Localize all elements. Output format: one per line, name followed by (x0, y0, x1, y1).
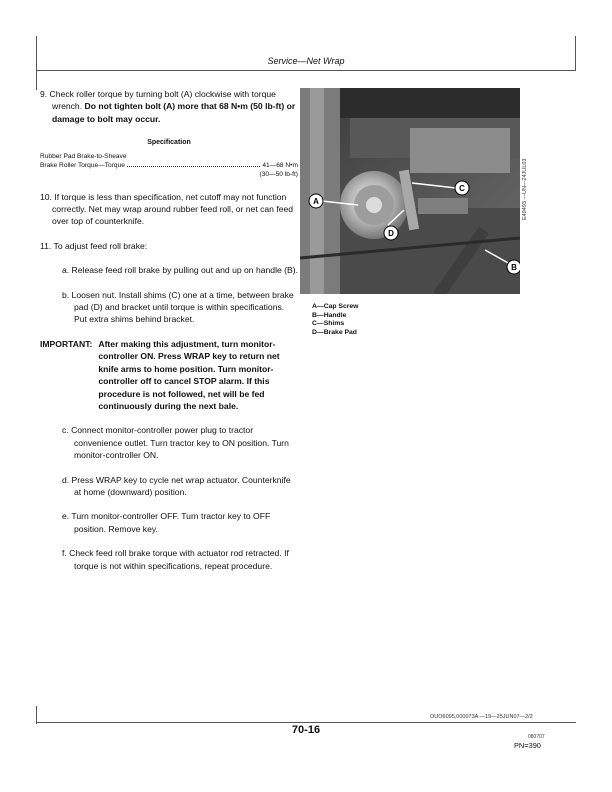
legend-b: B—Handle (312, 311, 347, 319)
footer-rule (36, 722, 576, 723)
substep-f: f. Check feed roll brake torque with actuator rod retracted. If torque is not within specifications, repeat procedure. (62, 548, 289, 571)
callout-b: B (511, 263, 517, 272)
callout-a: A (313, 197, 319, 206)
spec-value: 41—68 N•m (262, 161, 298, 169)
photo-id: E49493 —UN—24JUL03 (522, 158, 528, 220)
legend-d: D—Brake Pad (312, 328, 357, 336)
spec-table (40, 152, 298, 179)
important-label: IMPORTANT: (40, 338, 93, 349)
spec-title: Specification (147, 139, 191, 147)
page-header: Service—Net Wrap (267, 56, 345, 66)
substep-b: b. Loosen nut. Install shims (C) one at a time, between brake pad (D) and bracket until torque is within specifications. Put extra shims behind bracket. (62, 289, 294, 325)
substep-c: c. Connect monitor-controller power plug to tractor convenience outlet. Turn tractor key to ON position. Turn monitor-controller ON. (62, 425, 289, 461)
step-11: 11. To adjust feed roll brake: (40, 240, 148, 251)
important-text: After making this adjustment, turn monitor-controller ON. Press WRAP key to return net knife arms to home position. Turn monitor-controller off to cancel STOP alarm. If this procedure is not followed, net will be fed continuously during the next bale. (98, 338, 280, 411)
substep-d: d. Press WRAP key to cycle net wrap actuator. Counterknife at home (downward) position. (62, 474, 291, 497)
spec-label: Brake Roller Torque—Torque (40, 161, 125, 169)
step-9-warning: Do not tighten bolt (A) more that 68 N•m (50 lb-ft) or damage to bolt may occur. (52, 101, 296, 124)
header-rule (36, 70, 576, 71)
spec-value-imperial: (30—50 lb-ft) (259, 170, 298, 178)
legend-a: A—Cap Screw (312, 303, 359, 310)
pn-number: PN=390 (514, 741, 541, 750)
instructions-column (40, 88, 298, 584)
page-number: 70-16 (291, 724, 321, 736)
important-note (40, 338, 298, 412)
step-10: 10. If torque is less than specification, net cutoff may not function correctly. Net may wrap around rubber feed roll, or net can feed over top of counterknife. (40, 191, 294, 227)
brake-photo-svg (300, 88, 520, 294)
spec-row (40, 161, 298, 170)
figure-legend (312, 303, 358, 337)
spec-line1: Rubber Pad Brake-to-Sheave (40, 152, 127, 160)
substep-e: e. Turn monitor-controller OFF. Turn tractor key to OFF position. Remove key. (62, 511, 271, 534)
brake-photo (300, 88, 520, 294)
step-9: 9. Check roller torque by turning bolt (A) clockwise with torque wrench. Do not tighten bolt (A) more that 68 N•m (50 lb-ft) or damage to bolt may occur. (40, 89, 296, 124)
substep-a: a. Release feed roll brake by pulling out and up on handle (B). (62, 265, 299, 276)
callout-c: C (459, 184, 465, 193)
footer-doc-id: OUO6095,000073A —19—25JUN07—2/2 (430, 714, 533, 720)
footer-date: 080707 (528, 734, 545, 740)
dot-leader (127, 161, 260, 167)
callout-d: D (388, 229, 394, 238)
legend-c: C—Shims (312, 320, 345, 328)
